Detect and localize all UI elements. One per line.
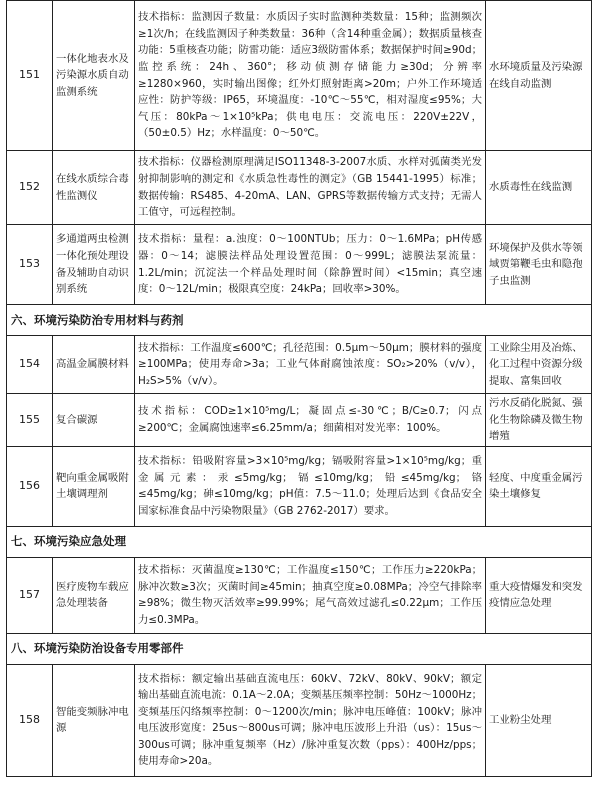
item-number: 151 bbox=[7, 1, 53, 151]
equipment-name: 靶向重金属吸附土壤调理剂 bbox=[53, 446, 135, 526]
technical-specifications: 技术指标：工作温度≤600℃；孔径范围：0.5μm～50μm；膜材料的强度≥100MPa；使用寿命>3a；工业气体耐腐蚀浓度：SO₂>20%（v/v），H₂S>5%（v/v）。 bbox=[135, 336, 486, 394]
technical-specifications: 技术指标：仪器检测原理满足ISO11348-3-2007水质、水样对弧菌类光发射抑制影响的测定和《水质急性毒性的测定》（GB 15441-1995）标准；数据传输：RS485、4-20mA、LAN、GPRS等数据传输方式支持；无需人工值守，可远程控制。 bbox=[135, 151, 486, 225]
application-field: 轻度、中度重金属污染土壤修复 bbox=[486, 446, 592, 526]
equipment-name: 一体化地表水及污染源水质自动监测系统 bbox=[53, 1, 135, 151]
table-row bbox=[7, 225, 592, 305]
equipment-name: 多通道两虫检测一体化预处理设备及辅助自动识别系统 bbox=[53, 225, 135, 305]
application-field: 水环境质量及污染源在线自动监测 bbox=[486, 1, 592, 151]
equipment-name: 智能变频脉冲电源 bbox=[53, 664, 135, 776]
technical-specifications: 技术指标：监测因子数量：水质因子实时监测种类数量：15种；监测频次≥1次/h；在线监测因子种类数量：36种（含14种重金属）；数据质量核查功能：5重核查功能；防雷功能：适应3级防雷体系；数据保护时间≥90d；监控系统：24h、360°；移动侦测存储能力≥30d；分辨率≥1280×960，实时输出图像；红外灯照射距离>20m；户外工作环境适应性：防护等级：IP65，环境温度：-10℃～55℃，相对湿度≤95%；大气压：80kPa～1×10⁵kPa；供电电压：交流电压：220V±22V，（50±0.5）Hz；水样温度：0～50℃。 bbox=[135, 1, 486, 151]
section-heading-row bbox=[7, 526, 592, 557]
table-row bbox=[7, 664, 592, 776]
section-heading: 七、环境污染应急处理 bbox=[7, 526, 592, 557]
application-field: 环境保护及供水等领域贾第鞭毛虫和隐孢子虫监测 bbox=[486, 225, 592, 305]
application-field: 工业粉尘处理 bbox=[486, 664, 592, 776]
table-row bbox=[7, 557, 592, 633]
application-field: 工业除尘用及冶炼、化工过程中资源分级提取、富集回收 bbox=[486, 336, 592, 394]
catalog-document bbox=[6, 0, 591, 777]
technical-specifications: 技术指标：COD≥1×10⁵mg/L；凝固点≤-30℃；B/C≥0.7；闪点≥200℃；金属腐蚀速率≤6.25mm/a；细菌相对发光率：100%。 bbox=[135, 394, 486, 447]
table-row bbox=[7, 394, 592, 447]
item-number: 152 bbox=[7, 151, 53, 225]
application-field: 污水反硝化脱氮、强化生物除磷及微生物增殖 bbox=[486, 394, 592, 447]
item-number: 153 bbox=[7, 225, 53, 305]
equipment-name: 复合碳源 bbox=[53, 394, 135, 447]
item-number: 154 bbox=[7, 336, 53, 394]
equipment-name: 高温金属膜材料 bbox=[53, 336, 135, 394]
table-row bbox=[7, 151, 592, 225]
technical-specifications: 技术指标：灭菌温度≥130℃；工作温度≤150℃；工作压力≥220kPa；脉冲次数≥3次；灭菌时间≥45min；抽真空度≥0.08MPa；冷空气排除率≥98%；微生物灭活效率≥99.99%；尾气高效过滤孔≤0.22μm；工作压力≤0.3MPa。 bbox=[135, 557, 486, 633]
equipment-name: 在线水质综合毒性监测仪 bbox=[53, 151, 135, 225]
catalog-table bbox=[6, 0, 592, 777]
equipment-name: 医疗废物车载应急处理装备 bbox=[53, 557, 135, 633]
technical-specifications: 技术指标：量程：a.浊度：0～100NTUb；压力：0～1.6MPa；pH传感器：0～14；滤膜法样品处理设置范围：0～999L；滤膜法泵流量：1.2L/min；沉淀法一个样品处理时间（除静置时间）<15min；真空速度：0～12L/min；极限真空度：24kPa；回收率>30%。 bbox=[135, 225, 486, 305]
section-heading: 六、环境污染防治专用材料与药剂 bbox=[7, 305, 592, 336]
item-number: 158 bbox=[7, 664, 53, 776]
item-number: 157 bbox=[7, 557, 53, 633]
section-heading: 八、环境污染防治设备专用零部件 bbox=[7, 633, 592, 664]
table-row bbox=[7, 1, 592, 151]
table-row bbox=[7, 336, 592, 394]
application-field: 重大疫情爆发和突发疫情应急处理 bbox=[486, 557, 592, 633]
technical-specifications: 技术指标：铅吸附容量>3×10⁵mg/kg；镉吸附容量>1×10⁵mg/kg；重金属元素：汞≤5mg/kg；镉≤10mg/kg；铅≤45mg/kg；铬≤45mg/kg；砷≤10mg/kg；pH值：7.5～11.0；处理后达到《食品安全国家标准食品中污染物限量》（GB 2762-2017）要求。 bbox=[135, 446, 486, 526]
application-field: 水质毒性在线监测 bbox=[486, 151, 592, 225]
item-number: 155 bbox=[7, 394, 53, 447]
section-heading-row bbox=[7, 305, 592, 336]
section-heading-row bbox=[7, 633, 592, 664]
item-number: 156 bbox=[7, 446, 53, 526]
technical-specifications: 技术指标：额定输出基础直流电压：60kV、72kV、80kV、90kV；额定输出基础直流电流：0.1A～2.0A；变频基压频率控制：50Hz～1000Hz；变频基压闪络频率控制：0～1200次/min；脉冲电压峰值：100kV；脉冲电压波形宽度：25us～800us可调；脉冲电压波形上升沿（us）：15us～300us可调；脉冲重复频率（Hz）/脉冲重复次数（pps）：400Hz/pps；使用寿命>20a。 bbox=[135, 664, 486, 776]
table-row bbox=[7, 446, 592, 526]
